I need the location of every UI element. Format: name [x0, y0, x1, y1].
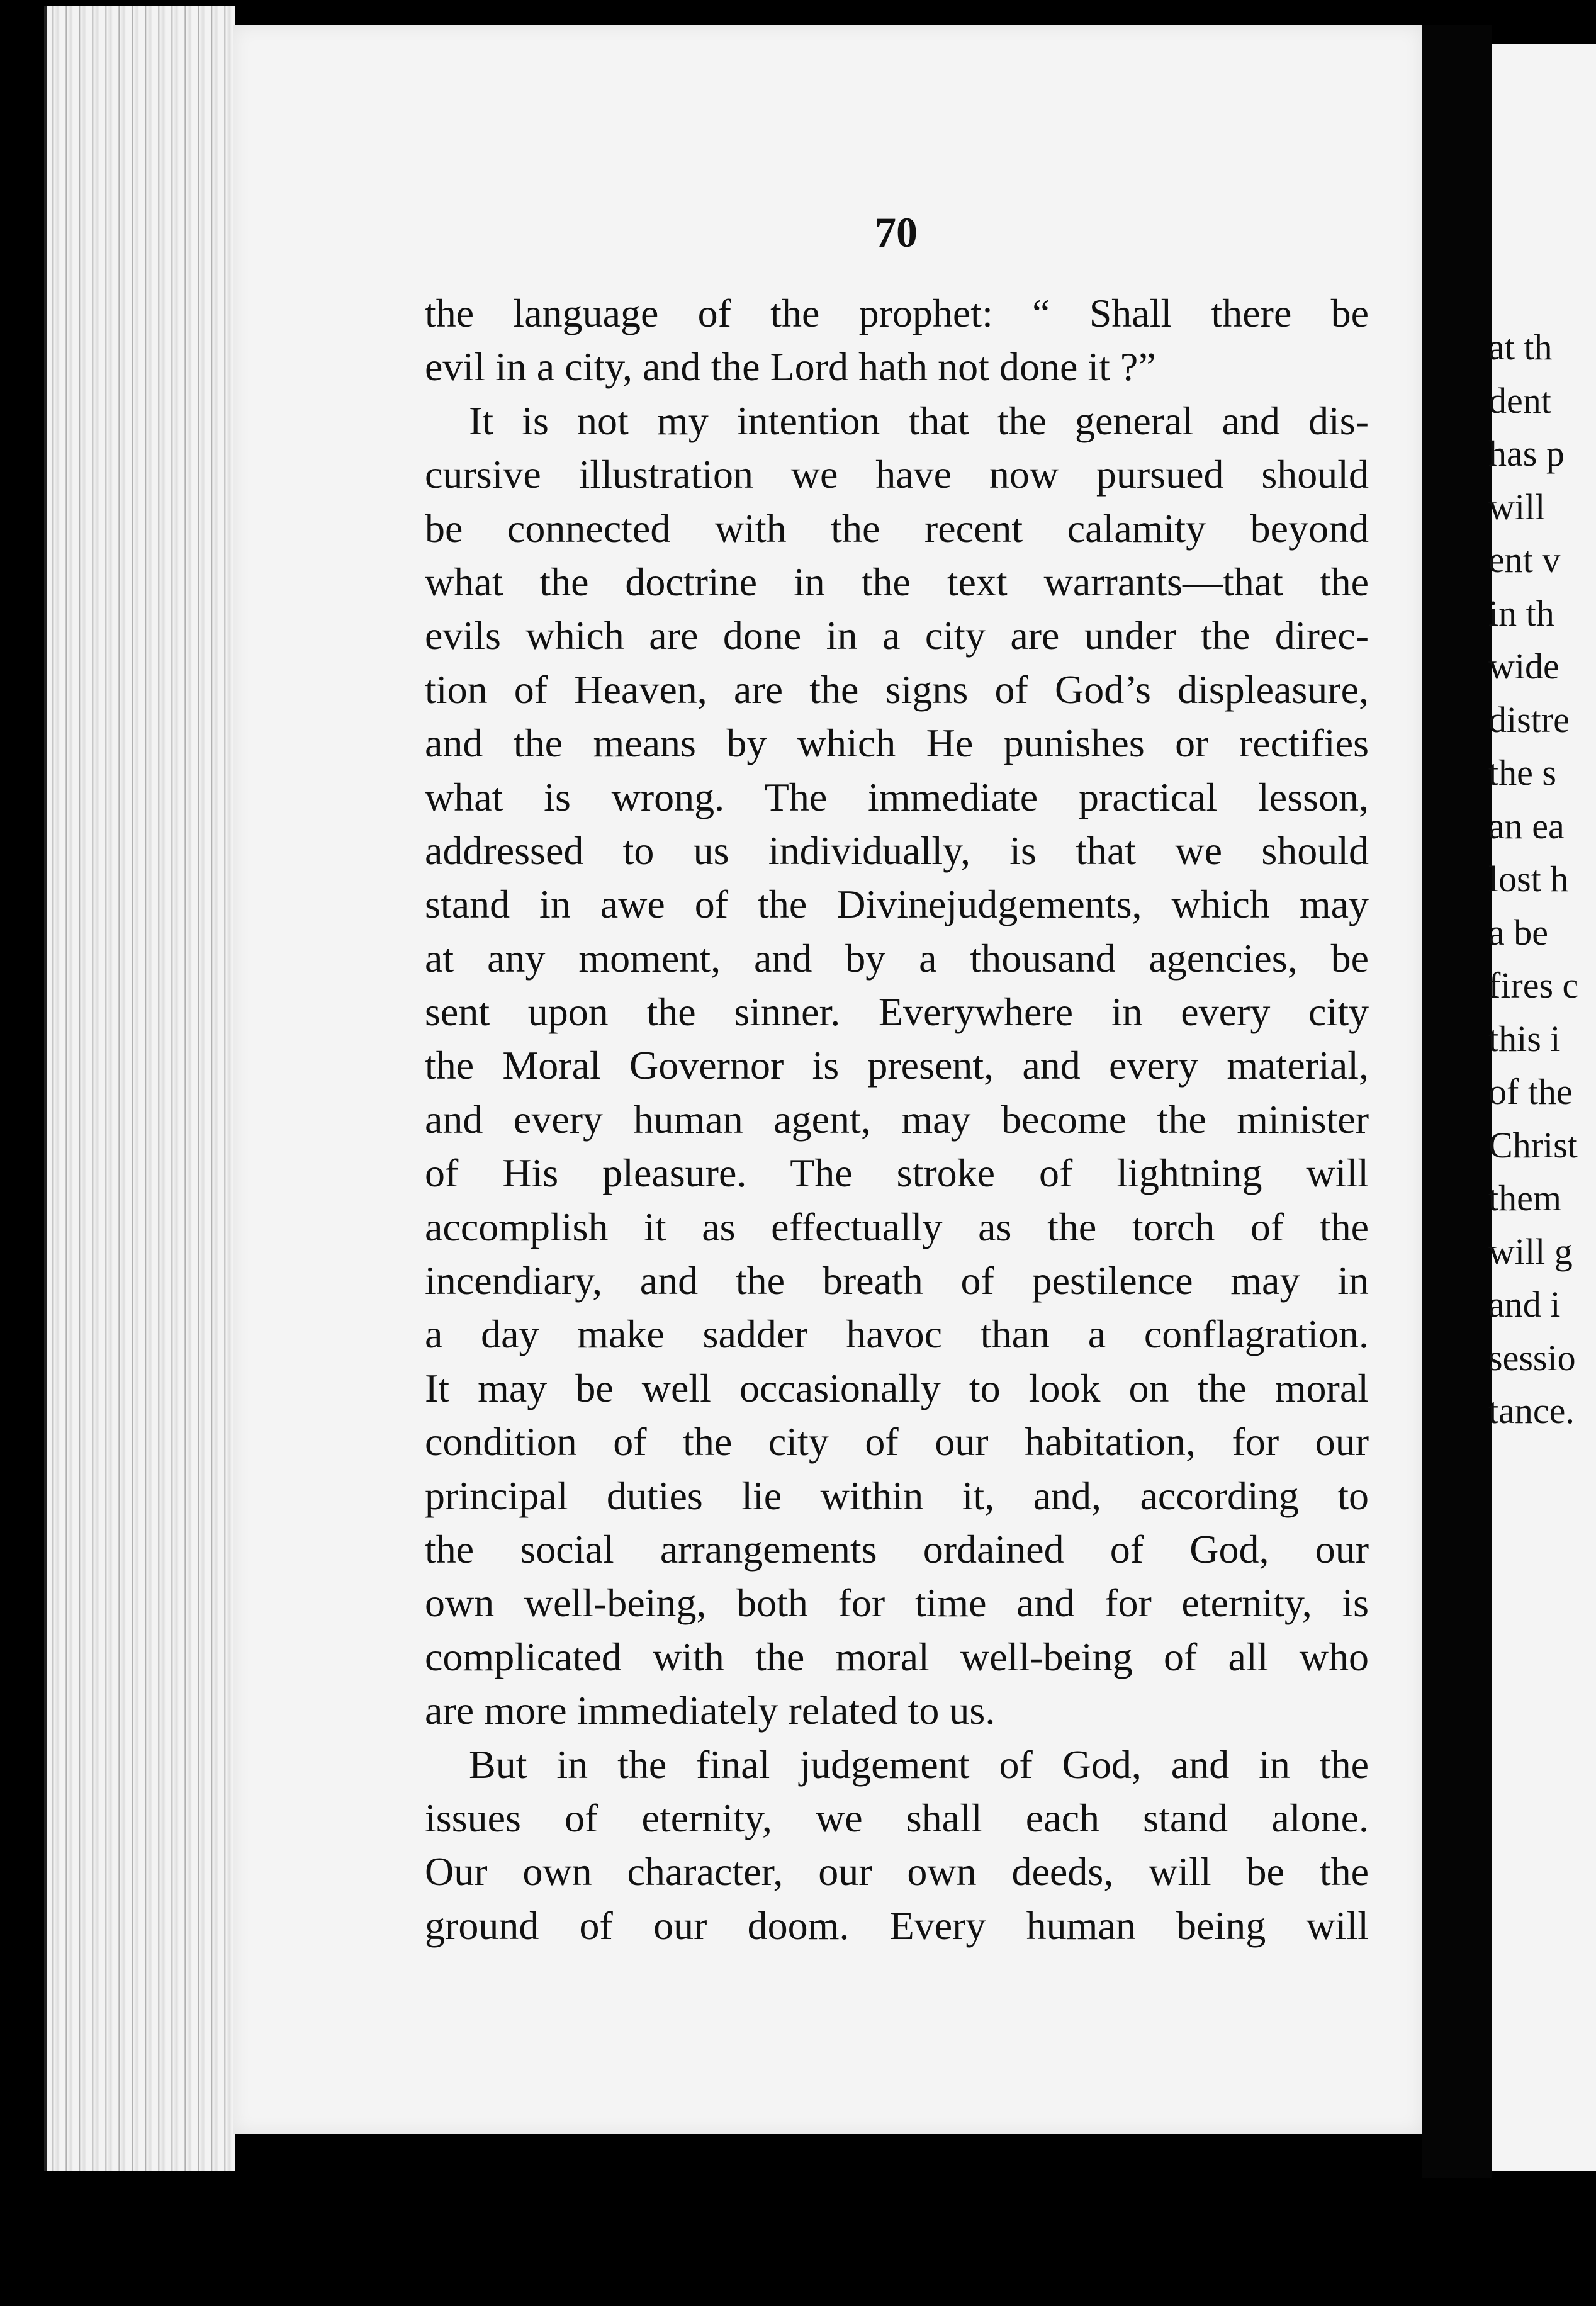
- text-line: and the means by which He punishes or rectifies: [425, 721, 1369, 766]
- text-line: stand in awe of the Divinejudgements, which may: [425, 882, 1369, 927]
- facing-text-line: them: [1488, 1178, 1561, 1218]
- facing-text-line: lost h: [1488, 858, 1569, 899]
- text-line: the social arrangements ordained of God, our: [425, 1526, 1369, 1572]
- page-number: 70: [875, 208, 918, 256]
- facing-text-line: in th: [1488, 592, 1554, 634]
- text-line: evils which are done in a city are under the direc-: [425, 613, 1369, 658]
- facing-text-line: has p: [1488, 433, 1565, 474]
- text-line: incendiary, and the breath of pestilence may in: [425, 1258, 1369, 1303]
- text-line: principal duties lie within it, and, according to: [425, 1473, 1369, 1518]
- text-line: the language of the prophet: “ Shall there be: [425, 291, 1369, 335]
- text-line: be connected with the recent calamity beyond: [425, 505, 1369, 551]
- scan-border: [0, 2178, 1596, 2306]
- book-gutter: [1422, 25, 1492, 2178]
- text-line: addressed to us individually, is that we should: [425, 828, 1369, 873]
- facing-text-line: at th: [1488, 327, 1553, 368]
- text-line: complicated with the moral well-being of all who: [425, 1634, 1369, 1679]
- facing-text-line: tance.: [1488, 1390, 1575, 1431]
- text-line: It is not my intention that the general and dis-: [469, 398, 1369, 443]
- facing-text-line: fires c: [1488, 965, 1579, 1006]
- text-line: own well-being, both for time and for eternity, is: [425, 1580, 1369, 1626]
- text-line: Our own character, our own deeds, will be the: [425, 1849, 1369, 1894]
- facing-text-line: distre: [1488, 699, 1570, 740]
- text-line: tion of Heaven, are the signs of God’s displeasure,: [425, 666, 1369, 712]
- facing-text-line: an ea: [1488, 805, 1565, 846]
- book-page-edges: [44, 6, 235, 2171]
- text-line: cursive illustration we have now pursued should: [425, 452, 1369, 497]
- facing-text-line: will g: [1488, 1230, 1573, 1272]
- facing-text-line: a be: [1488, 911, 1548, 953]
- facing-text-line: the s: [1488, 752, 1556, 793]
- text-line: issues of eternity, we shall each stand alone.: [425, 1795, 1369, 1840]
- text-line: at any moment, and by a thousand agencies, be: [425, 935, 1369, 981]
- text-line: and every human agent, may become the minister: [425, 1096, 1369, 1142]
- text-line: It may be well occasionally to look on the moral: [425, 1365, 1369, 1410]
- facing-text-line: this i: [1488, 1018, 1561, 1059]
- body-text: [425, 286, 1369, 1952]
- facing-text-line: sessio: [1488, 1337, 1576, 1378]
- text-line: ground of our doom. Every human being will: [425, 1903, 1369, 1948]
- facing-page-text: [1488, 321, 1596, 1438]
- text-line: But in the final judgement of God, and in the: [469, 1741, 1369, 1787]
- text-line: of His pleasure. The stroke of lightning will: [425, 1150, 1369, 1196]
- facing-text-line: will: [1488, 486, 1546, 527]
- facing-text-line: ent v: [1488, 539, 1561, 580]
- text-line: are more immediately related to us.: [425, 1688, 996, 1733]
- text-line: a day make sadder havoc than a conflagration.: [425, 1312, 1369, 1357]
- text-line: sent upon the sinner. Everywhere in every city: [425, 989, 1369, 1035]
- facing-text-line: wide: [1488, 646, 1559, 687]
- text-line: condition of the city of our habitation, for our: [425, 1419, 1369, 1465]
- facing-text-line: and i: [1488, 1284, 1561, 1325]
- facing-text-line: dent: [1488, 380, 1551, 421]
- facing-text-line: of the: [1488, 1071, 1573, 1112]
- text-line: what is wrong. The immediate practical lesson,: [425, 774, 1369, 819]
- text-line: what the doctrine in the text warrants—that the: [425, 559, 1369, 604]
- text-line: accomplish it as effectually as the torch of the: [425, 1204, 1369, 1249]
- text-line: evil in a city, and the Lord hath not done it ?”: [425, 344, 1156, 390]
- text-line: the Moral Governor is present, and every material,: [425, 1043, 1369, 1088]
- facing-text-line: Christ: [1488, 1124, 1578, 1166]
